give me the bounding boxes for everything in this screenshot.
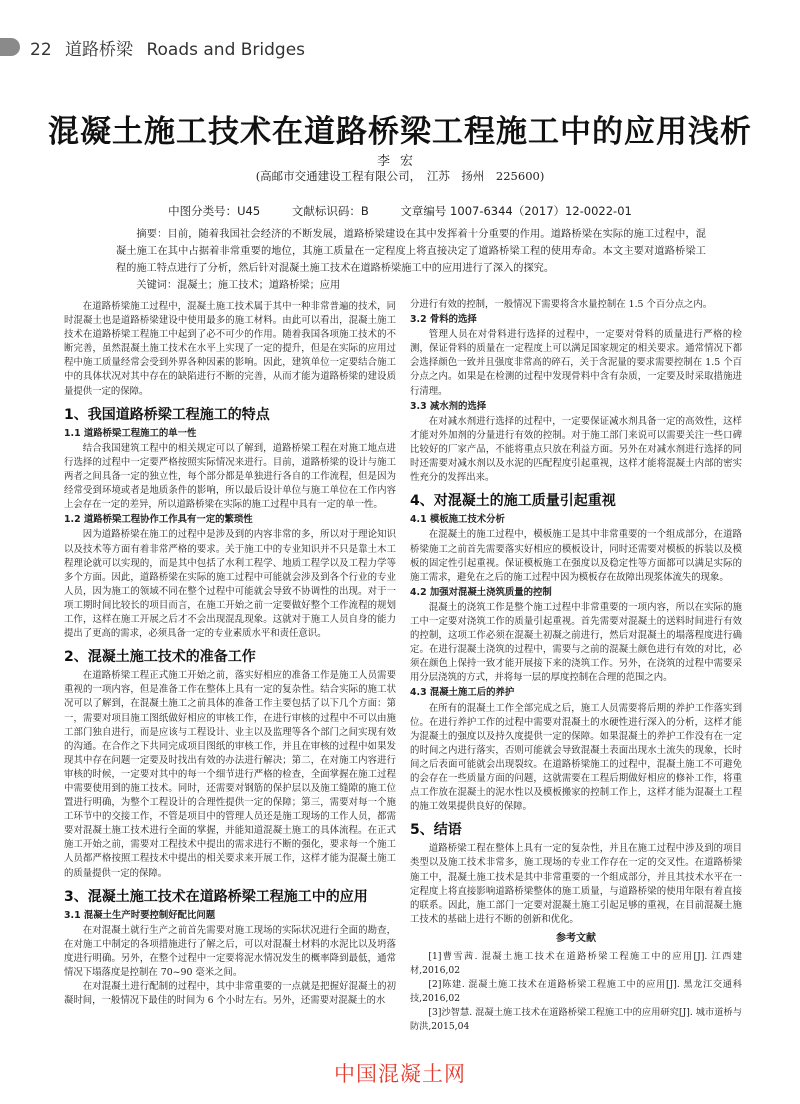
section-1-2-title: 1.2 道路桥梁工程协作工作具有一定的繁琐性	[64, 514, 253, 526]
references-title: 参考文献	[556, 932, 596, 944]
section-1-2-body: 因为道路桥梁在施工的过程中是涉及到的内容非常的多，所以对于理论知识以及技术等方面有着非常严格的要求。关于施工中的专业知识并不只是靠土木工程理论就可以实现的，而是其中包括了水利工程学、地质工程学以及工程力学等多个方面。因此，道路桥梁在实际的施工过程中可能就会涉及到各个行业的专业人员，因为施工的领域不同在整个过程中可能就会导致不协调性的出现。对于一项工期时间比较长的项目而言，在施工开始之前一定要做好整个工作流程的规划工作，这样在施工开展之后才不会出现混乱现象。这就对于施工人员自身的能力提出了更高的需求，必须具备一定的专业素质水平和责任意识。	[64, 529, 396, 640]
section-3-1-title: 3.1 混凝土生产时要控制好配比问题	[64, 909, 216, 921]
page-number: 22	[30, 39, 52, 60]
section-3-1-body: 在对混凝土就行生产之前首先需要对施工现场的实际状况进行全面的勘查，在对施工中制定的各项措施进行了解之后，可以对混凝土材料的水泥比以及坍落度进行明确。另外，在整个过程中一定要将泥水情况发生的概率降到最低，通常情况下塌落度是控制在 70~90 毫米之间。	[64, 924, 396, 979]
section-4-3-title: 4.3 混凝土施工后的养护	[410, 687, 515, 699]
article-number: 文章编号 1007-6344（2017）12-0022-01	[400, 204, 632, 218]
section-3-3-title: 3.3 减水剂的选择	[410, 400, 487, 412]
section-4-1-body: 在混凝土的施工过程中，模板施工是其中非常重要的一个组成部分，在道路桥梁施工之前首先需要落实好相应的模板设计，同时还需要对模板的拆装以及模板的固定性引起重视。保证模板施工在强度以及稳定性等方面都可以满足实际的施工需求，避免在之后的施工过程中因为模板存在故障出现浆体流失的现象。	[410, 529, 742, 583]
clc-number: 中图分类号：U45	[168, 204, 261, 218]
section-4-2-body: 混凝土的浇筑工作是整个施工过程中非常重要的一项内容，所以在实际的施工中一定要对浇筑工作的质量引起重视。首先需要对混凝土的送料时间进行有效的控制，这项工作必须在混凝土初凝之前进行，然后对混凝土的塌落程度进行确定。在进行混凝土浇筑的过程中，需要与之前的混凝土颜色进行有效的对比，必须在颜色上保持一致才能开展接下来的浇筑工作。另外，在浇筑的过程中需要采用分层浇筑的方式，并将每一层的厚度控制在合理的范围之内。	[410, 601, 742, 684]
section-4-3-body: 在所有的混凝土工作全部完成之后，施工人员需要将后期的养护工作落实到位。在进行养护工作的过程中需要对混凝土的水硬性进行深入的分析，这样才能为混凝土的强度以及持久度提供一定的保障。如果混凝土的养护工作没有在一定的时间之内进行落实，否则可能就会导致混凝土表面出现水土流失的现象，长时间之后表面可能就会出现裂纹。在道路桥梁施工的过程中，混凝土施工不可避免的会存在一些质量方面的问题，这就需要在工程后期做好相应的修补工作，将重点工作放在混凝土的泥水性以及模板搬家的控制工作上，这样才能为混凝土工程的施工效果提供良好的保障。	[410, 702, 742, 813]
page-tab-marker	[0, 38, 20, 56]
section-2-body: 在道路桥梁工程正式施工开始之前，落实好相应的准备工作是施工人员需要重视的一项内容，但是准备工作在整体上具有一定的复杂性。结合实际的施工状况可以了解到，在混凝土施工之前具体的准备工作主要包括了以下几个方面：第一，需要对项目施工图纸做好相应的审核工作，在进行审核的过程中不可以由施工部门独自进行，而是应该与工程设计、业主以及监理等各个部门之间实现有效的沟通。在合作之下共同完成项目图纸的审核工作，并且在审核的过程中如果发现其中存在问题一定要及时找出有效的办法进行解决；第二，在对施工内容进行审核的时候，一定要对其中的每一个细节进行严格的检查，全面掌握在施工过程中需要使用到的施工技术。同时，还需要对钢筋的保护层以及施工缝隙的施工位置进行明确，为整个工程设计的合理性提供一定的保障；第三，需要对每一个施工环节中的交接工作，不管是项目中的管理人员还是施工现场的工作人员，都需要对混凝土施工技术进行全面的掌握，并能知道混凝土施工的具体流程。在正式施工开始之前，需要对工程技术中提出的需求进行不断的强化，要求每一个施工人员都严格按照工程技术中提出的相关要求来开展工作，这样才能为混凝土施工的质量提供一定的保障。	[64, 670, 396, 879]
section-2-title: 2、混凝土施工技术的准备工作	[64, 649, 256, 666]
section-5-title: 5、结语	[410, 822, 462, 839]
section-3-title: 3、混凝土施工技术在道路桥梁工程施工中的应用	[64, 888, 368, 905]
section-3-2-title: 3.2 骨料的选择	[410, 314, 477, 326]
affiliation: (高邮市交通建设工程有限公司， 江苏 扬州 225600)	[255, 169, 545, 183]
abstract-block	[116, 226, 706, 294]
header-text	[30, 35, 313, 60]
article-title: 混凝土施工技术在道路桥梁工程施工中的应用浅析	[48, 114, 752, 150]
section-4-1-title: 4.1 模板施工技术分析	[410, 514, 505, 526]
keywords: 关键词：混凝土；施工技术；道路桥梁；应用	[136, 280, 341, 291]
abstract: 摘要：目前，随着我国社会经济的不断发展，道路桥梁建设在其中发挥着十分重要的作用。道路桥梁在实际的施工过程中，混凝土施工在其中占据着非常重要的地位，其施工质量在一定程度上将直接决定了道路桥梁工程的使用寿命。本文主要对道路桥梁工程的施工特点进行了分析，然后针对混凝土施工技术在道路桥梁施工中的应用进行了深入的探究。	[116, 229, 706, 274]
continued-paragraph: 分进行有效的控制，一般情况下需要将含水量控制在 1.5 个百分点之内。	[410, 299, 713, 310]
section-3-2-body: 管理人员在对骨料进行选择的过程中，一定要对骨料的质量进行严格的检测，保证骨料的质量在一定程度上可以满足国家规定的相关要求。通常情况下都会选择颜色一致并且强度非常高的碎石，关于含泥量的要求需要控制在 1.5 个百分点之内。如果是在检测的过程中发现骨料中含有杂质，一定要及时采取措施进行清理。	[410, 329, 742, 397]
journal-name-cn: 道路桥梁	[65, 39, 134, 60]
reference-item: [1]曹雪茜. 混凝土施工技术在道路桥梁工程施工中的应用[J]. 江西建材,2016,02	[410, 951, 742, 977]
site-watermark: 中国混凝土网	[334, 1062, 466, 1086]
section-4-title: 4、对混凝土的施工质量引起重视	[410, 493, 616, 510]
running-header	[0, 34, 313, 60]
section-1-1-title: 1.1 道路桥梁工程施工的单一性	[64, 427, 197, 439]
section-5-body: 道路桥梁工程在整体上具有一定的复杂性，并且在施工过程中涉及到的项目类型以及施工技术非常多，施工现场的专业工作存在一定的交叉性。在道路桥梁施工中，混凝土施工技术是其中非常重要的一个组成部分，并且其技术水平在一定程度上将直接影响道路桥梁整体的施工质量，与道路桥梁的使用年限有着直接的联系。因此，施工部门一定要对混凝土施工引起足够的重视，在目前混凝土施工技术的基础上进行不断的创新和优化。	[410, 843, 742, 925]
reference-item: [3]沙智慧. 混凝土施工技术在道路桥梁工程施工中的应用研究[J]. 城市道桥与防洪,2015,04	[410, 1007, 742, 1033]
document-code: 文献标识码：B	[291, 204, 369, 218]
intro-paragraph: 在道路桥梁施工过程中，混凝土施工技术属于其中一种非常普遍的技术，同时混凝土也是道路桥梁建设中使用最多的施工材料。由此可以看出，混凝土施工技术在道路桥梁工程施工中起到了必不可少的作用。随着我国各项施工技术的不断完善，虽然混凝土施工技术在水平上实现了一定的提升，但是在实际的应用过程中施工质量经常会受到外界各种因素的影响。因此，建筑单位一定要结合施工中的具体状况对其中存在的缺陷进行不断的完善，从而才能为道路桥梁的建设质量提供一定的保障。	[64, 301, 396, 397]
left-column	[64, 300, 396, 1008]
journal-name-en: Roads and Bridges	[146, 39, 306, 60]
classification-line	[0, 203, 800, 219]
section-3-1-body-2: 在对混凝土进行配制的过程中，其中非常重要的一点就是把握好混凝土的初凝时间，一般情况下最佳的时间为 6 个小时左右。另外，还需要对混凝土的水	[64, 981, 396, 1007]
section-1-title: 1、我国道路桥梁工程施工的特点	[64, 406, 270, 423]
reference-item: [2]陈建. 混凝土施工技术在道路桥梁工程施工中的应用[J]. 黑龙江交通科技,2016,02	[410, 979, 742, 1005]
right-column	[410, 298, 742, 1034]
section-1-1-body: 结合我国建筑工程中的相关规定可以了解到，道路桥梁工程在对施工地点进行选择的过程中一定要严格按照实际情况来进行。目前，道路桥梁的设计与施工两者之间具备一定的独立性，每个部分都是单独进行各自的工作流程，但是因为经常受到环境或者是地质条件的影响，所以最后设计单位与施工单位在工作内容上会存在一定的差异，所以道路桥梁在实际的施工过程中具有一定的单一性。	[64, 442, 396, 511]
section-3-3-body: 在对减水剂进行选择的过程中，一定要保证减水剂具备一定的高效性，这样才能对外加剂的分量进行有效的控制。对于施工部门来说可以需要关注一些口碑比较好的厂家产品，不能将重点只放在利益方面。另外在对减水剂进行选择的同时还需要对减水剂以及水泥的匹配程度引起重视，这样才能将混凝土内部的密实性充分的发挥出来。	[410, 415, 742, 484]
section-4-2-title: 4.2 加强对混凝土浇筑质量的控制	[410, 586, 552, 598]
author: 李宏	[376, 154, 423, 169]
